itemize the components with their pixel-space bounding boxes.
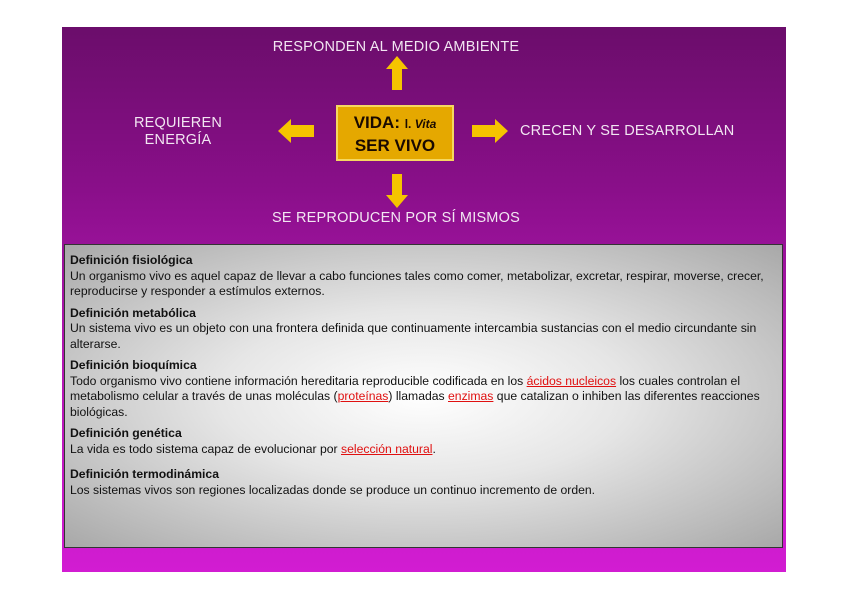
definition-title: Definición genética (70, 426, 182, 440)
definition-text-part: . (432, 441, 436, 456)
definition-text-part: Todo organismo vivo contiene información hereditaria reproducible codificada en los (70, 373, 527, 388)
center-line2: SER VIVO (354, 136, 436, 155)
definition-genetic (70, 426, 776, 457)
definition-text-part: La vida es todo sistema capaz de evolucionar por (70, 441, 341, 456)
definition-metabolic (70, 306, 776, 353)
definition-text-part: que catalizan o inhiben las diferentes reacciones biológicas. (70, 389, 760, 419)
nucleic-acids-link[interactable]: ácidos nucleicos (526, 373, 617, 388)
definition-text-part: los cuales controlan el metabolismo celular a través de unas moléculas ( (70, 373, 741, 403)
definition-biochemical (70, 358, 776, 420)
left-label-line2: ENERGÍA (144, 132, 212, 148)
center-latin-word: Vita (414, 117, 437, 131)
enzymes-link[interactable]: enzimas (448, 389, 494, 403)
left-label-line1: REQUIEREN (133, 115, 222, 131)
definition-title: Definición metabólica (70, 305, 196, 320)
definition-text (70, 442, 776, 458)
center-latin (405, 117, 437, 131)
arrow-right-icon (472, 119, 508, 143)
arrow-down-icon (386, 174, 408, 208)
definition-thermodynamic (70, 467, 776, 498)
center-line1 (338, 113, 452, 134)
definition-text: Un sistema vivo es un objeto con una frontera definida que continuamente intercambia sustancias con el medio circundante sin alterarse. (70, 321, 757, 351)
definition-text: Un organismo vivo es aquel capaz de llevar a cabo funciones tales como comer, metabolizar, excretar, respirar, moverse, crecer, reproducirse y responder a estímulos externos. (70, 268, 764, 298)
top-label: RESPONDEN AL MEDIO AMBIENTE (272, 39, 520, 55)
slide (62, 27, 786, 572)
arrow-up-icon (386, 56, 408, 90)
definition-text: Los sistemas vivos son regiones localizadas donde se produce un continuo incremento de orden. (70, 482, 596, 497)
center-word: VIDA: (353, 113, 400, 132)
center-latin-prefix: l. (404, 117, 412, 131)
definitions-panel (64, 244, 783, 548)
left-label (108, 115, 248, 149)
definition-physiological (70, 253, 776, 300)
definition-text (70, 374, 776, 421)
arrow-left-icon (278, 119, 314, 143)
natural-selection-link[interactable]: selección natural (341, 441, 433, 456)
center-box (336, 105, 454, 161)
definition-title: Definición fisiológica (70, 253, 193, 267)
proteins-link[interactable]: proteínas (337, 389, 389, 403)
definition-title: Definición bioquímica (70, 358, 197, 372)
definition-title: Definición termodinámica (70, 467, 219, 481)
right-label: CRECEN Y SE DESARROLLAN (520, 123, 735, 139)
definition-text-part: ) llamadas (388, 389, 449, 403)
bottom-label: SE REPRODUCEN POR SÍ MISMOS (272, 210, 520, 226)
